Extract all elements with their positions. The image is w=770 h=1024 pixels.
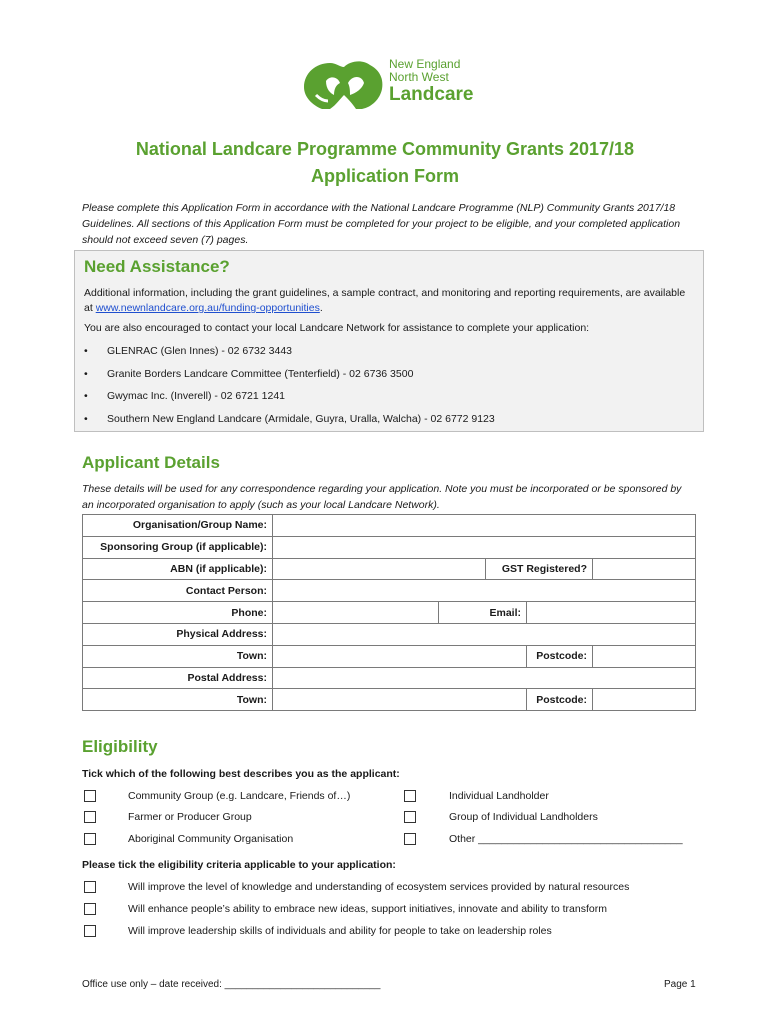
phone-field[interactable] [273,602,439,624]
applicant-heading: Applicant Details [82,453,220,472]
intro-paragraph: Please complete this Application Form in accordance with the National Landcare Programme (NLP) Community Grants 2017/18 Guidelines. All sections of this Application Form must be completed for your project to be eligible, and your completed application should not exceed seven (7) pages. [82,202,681,246]
farmer-group-label: Farmer or Producer Group [128,811,252,823]
abn-label: ABN (if applicable): [83,558,273,580]
contact-text: Gwymac Inc. (Inverell) - 02 6721 1241 [107,390,285,402]
community-group-checkbox[interactable] [84,790,96,802]
postal-postcode-label: Postcode: [527,689,593,711]
sponsor-label: Sponsoring Group (if applicable): [83,536,273,558]
eligibility-question-1: Tick which of the following best describes you as the applicant: [82,768,400,780]
applicant-note: These details will be used for any correspondence regarding your application. Note you must be incorporated or be sponsored by an incorporated organisation to apply (such as your local Landcare Network). [82,483,682,511]
page-number: Page 1 [664,979,696,990]
contact-field[interactable] [273,580,696,602]
list-item [84,340,495,363]
town-label: Town: [83,645,273,667]
postal-postcode-field[interactable] [593,689,696,711]
eligibility-question-2: Please tick the eligibility criteria applicable to your application: [82,859,396,871]
sponsor-field[interactable] [273,536,696,558]
individual-landholder-checkbox[interactable] [404,790,416,802]
criteria-ideas-label: Will enhance people’s ability to embrace new ideas, support initiatives, innovate and ability to transform [128,903,607,915]
postal-town-field[interactable] [273,689,527,711]
contact-text: Granite Borders Landcare Committee (Tenterfield) - 02 6736 3500 [107,367,414,380]
table-row [83,645,696,667]
table-row [83,580,696,602]
table-row [83,689,696,711]
postcode-label: Postcode: [527,645,593,667]
abn-field[interactable] [273,558,486,580]
postal-label: Postal Address: [83,667,273,689]
assistance-contact-intro: You are also encouraged to contact your local Landcare Network for assistance to complete your application: [84,322,590,334]
table-row [83,667,696,689]
eligibility-heading: Eligibility [82,737,158,756]
office-use-footer: Office use only – date received: ____________________________ [82,979,381,990]
individual-landholder-label: Individual Landholder [449,790,549,802]
org-field[interactable] [273,515,696,537]
logo-line-3: Landcare [389,84,474,105]
gst-field[interactable] [593,558,696,580]
assistance-info-text: Additional information, including the grant guidelines, a sample contract, and monitoring and reporting requirements, are available at [84,287,686,314]
bullet-icon: • [84,412,88,425]
logo-line-2: North West [389,70,449,84]
list-item [84,363,495,386]
list-item [84,408,495,431]
criteria-knowledge-checkbox[interactable] [84,881,96,893]
phone-label: Phone: [83,602,273,624]
logo-text [389,58,473,104]
assistance-info [84,286,694,316]
criteria-ideas-checkbox[interactable] [84,903,96,915]
funding-link[interactable]: www.newnlandcare.org.au/funding-opportunities [95,302,320,314]
table-row [83,558,696,580]
org-label: Organisation/Group Name: [83,515,273,537]
title-line-2: Application Form [311,166,459,186]
community-group-label: Community Group (e.g. Landcare, Friends of…) [128,790,351,802]
list-item [84,385,495,408]
email-label: Email: [439,602,527,624]
assistance-info-end: . [319,302,323,314]
postcode-field[interactable] [593,645,696,667]
aboriginal-org-checkbox[interactable] [84,833,96,845]
assistance-heading: Need Assistance? [84,257,230,276]
criteria-knowledge-label: Will improve the level of knowledge and understanding of ecosystem services provided by natural resources [128,881,630,893]
contact-text: GLENRAC (Glen Innes) - 02 6732 3443 [107,345,293,357]
table-row [83,623,696,645]
contact-label: Contact Person: [83,580,273,602]
physical-label: Physical Address: [83,623,273,645]
group-landholders-label: Group of Individual Landholders [449,811,598,823]
gst-label: GST Registered? [485,558,592,580]
email-field[interactable] [527,602,696,624]
contact-text: Southern New England Landcare (Armidale, Guyra, Uralla, Walcha) - 02 6772 9123 [107,412,495,425]
contact-list [84,340,495,430]
town-field[interactable] [273,645,527,667]
assistance-box [74,250,704,432]
other-label: Other ___________________________________ [449,833,683,845]
bullet-icon: • [84,390,88,402]
page-title [0,136,770,190]
postal-field[interactable] [273,667,696,689]
aboriginal-org-label: Aboriginal Community Organisation [128,833,294,845]
bullet-icon: • [84,367,88,380]
applicant-table [82,514,696,711]
other-checkbox[interactable] [404,833,416,845]
table-row [83,515,696,537]
bullet-icon: • [84,345,88,357]
postal-town-label: Town: [83,689,273,711]
physical-field[interactable] [273,623,696,645]
farmer-group-checkbox[interactable] [84,811,96,823]
table-row [83,536,696,558]
table-row [83,602,696,624]
title-line-1: National Landcare Programme Community Grants 2017/18 [135,139,635,159]
group-landholders-checkbox[interactable] [404,811,416,823]
logo-line-1: New England [389,57,461,71]
criteria-leadership-checkbox[interactable] [84,925,96,937]
criteria-leadership-label: Will improve leadership skills of individuals and ability for people to take on leadership roles [128,925,552,937]
